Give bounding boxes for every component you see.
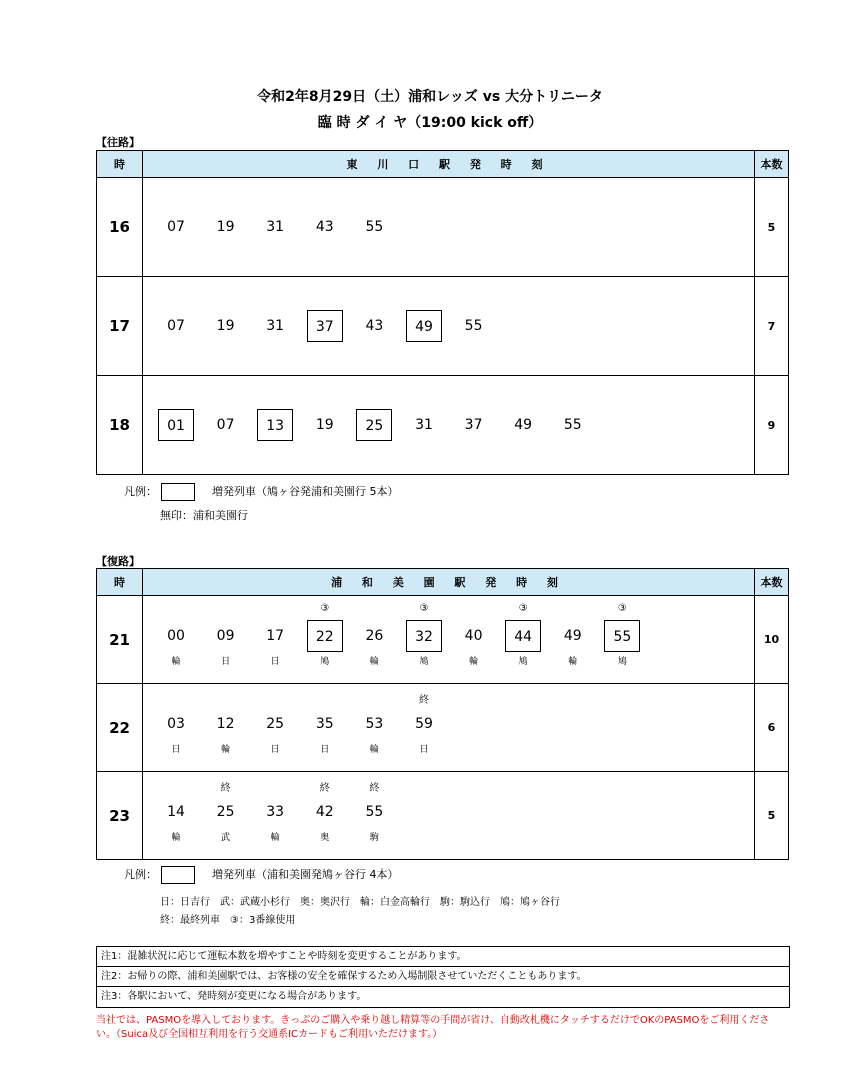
- departure-time: [356, 409, 392, 441]
- departure-time: [208, 708, 244, 755]
- legend-box-text: 増発列車（鳩ヶ谷発浦和美園行 5本）: [212, 485, 399, 498]
- departure-time: [257, 211, 293, 243]
- destination-mark: 輪: [270, 833, 280, 843]
- destination-mark: 輪: [469, 657, 479, 667]
- time-value: 40: [464, 628, 483, 644]
- hour-cell: 23: [97, 772, 143, 860]
- time-value: 22: [307, 620, 343, 652]
- departure-time: [158, 708, 194, 755]
- destination-mark: 輪: [171, 833, 181, 843]
- time-value: 09: [216, 628, 235, 644]
- departure-time: [307, 783, 343, 843]
- time-value: 49: [406, 310, 442, 342]
- count-header: 本数: [755, 151, 789, 178]
- time-value: 25: [356, 409, 392, 441]
- times-cell: [143, 596, 755, 684]
- return-label: 【復路】: [96, 555, 140, 568]
- departure-time: [158, 796, 194, 843]
- time-value: 49: [514, 417, 533, 433]
- departure-time: [406, 409, 442, 441]
- time-value: 07: [167, 219, 185, 235]
- departure-time: [406, 695, 442, 755]
- time-value: 14: [167, 804, 185, 820]
- destination-mark: 日: [270, 745, 280, 755]
- departure-time: [208, 310, 244, 342]
- legend-box-text: 増発列車（浦和美園発鳩ヶ谷行 4本）: [212, 868, 399, 881]
- time-value: 55: [464, 318, 483, 334]
- departure-time: [257, 708, 293, 755]
- time-value: 37: [307, 310, 343, 342]
- legend-prefix: 凡例：: [124, 868, 157, 881]
- destination-mark: 輪: [221, 745, 231, 755]
- departure-time: [356, 708, 392, 755]
- times-cell: [143, 277, 755, 376]
- departure-time: [456, 310, 492, 342]
- time-value: 12: [216, 716, 235, 732]
- departure-time: [158, 620, 194, 667]
- count-cell: 9: [755, 376, 789, 475]
- note-3: 注3：各駅において、発時刻が変更になる場合があります。: [101, 991, 367, 1002]
- departure-time: [604, 603, 640, 667]
- time-mark: 終: [419, 695, 429, 706]
- time-value: 53: [365, 716, 384, 732]
- time-mark: ③: [518, 603, 528, 614]
- departure-time: [456, 409, 492, 441]
- hour-cell: 22: [97, 684, 143, 772]
- time-value: 59: [415, 716, 433, 732]
- time-value: 37: [464, 417, 483, 433]
- time-value: 42: [315, 804, 334, 820]
- station-header: 浦 和 美 園 駅 発 時 刻: [143, 569, 755, 596]
- time-value: 07: [167, 318, 185, 334]
- destination-mark: 鳩: [617, 657, 627, 667]
- legend-prefix: 凡例：: [124, 485, 157, 498]
- time-value: 19: [315, 417, 334, 433]
- departure-time: [505, 603, 541, 667]
- destination-mark: 日: [419, 745, 429, 755]
- time-mark: 終: [369, 783, 380, 794]
- times-cell: [143, 178, 755, 277]
- departure-time: [158, 310, 194, 342]
- time-value: 31: [266, 318, 285, 334]
- departure-time: [307, 310, 343, 342]
- departure-time: [406, 310, 442, 342]
- time-value: 01: [158, 409, 194, 441]
- time-value: 25: [216, 804, 235, 820]
- count-cell: 5: [755, 178, 789, 277]
- time-value: 35: [315, 716, 334, 732]
- page-subtitle: 臨 時 ダ イ ヤ（19:00 kick off）: [317, 115, 543, 131]
- departure-time: [456, 620, 492, 667]
- return-legend: [124, 866, 399, 884]
- destination-mark: 日: [221, 657, 231, 667]
- legend-box-sample: [161, 483, 195, 501]
- notes-box: [96, 946, 790, 1008]
- time-value: 19: [216, 219, 235, 235]
- departure-time: [307, 603, 343, 667]
- departure-time: [307, 211, 343, 243]
- time-value: 31: [266, 219, 285, 235]
- time-value: 55: [604, 620, 640, 652]
- time-value: 03: [167, 716, 185, 732]
- legend-none-text: 無印：浦和美園行: [160, 509, 248, 522]
- departure-time: [307, 708, 343, 755]
- time-value: 00: [167, 628, 185, 644]
- departure-time: [356, 783, 392, 843]
- time-value: 13: [257, 409, 293, 441]
- time-value: 43: [365, 318, 384, 334]
- legend-dest-text: 日：日吉行 武：武蔵小杉行 奥：奥沢行 輪：白金高輪行 駒：駒込行 鳩：鳩ヶ谷行: [160, 897, 560, 908]
- time-value: 55: [365, 804, 384, 820]
- hour-cell: 17: [97, 277, 143, 376]
- departure-time: [158, 211, 194, 243]
- hour-cell: 18: [97, 376, 143, 475]
- time-mark: 終: [319, 783, 330, 794]
- destination-mark: 奥: [320, 833, 330, 843]
- count-cell: 10: [755, 596, 789, 684]
- destination-mark: 駒: [369, 833, 379, 843]
- destination-mark: 鳩: [320, 657, 330, 667]
- time-value: 25: [266, 716, 285, 732]
- time-value: 55: [365, 219, 384, 235]
- destination-mark: 輪: [369, 745, 379, 755]
- departure-time: [208, 620, 244, 667]
- departure-time: [257, 409, 293, 441]
- hour-header: 時: [97, 151, 143, 178]
- departure-time: [208, 783, 244, 843]
- time-value: 55: [563, 417, 582, 433]
- page-title: 令和2年8月29日（土）浦和レッズ vs 大分トリニータ: [257, 89, 603, 105]
- note-1: 注1：混雑状況に応じて運転本数を増やすことや時刻を変更することがあります。: [97, 947, 789, 967]
- departure-time: [257, 796, 293, 843]
- hour-cell: 16: [97, 178, 143, 277]
- count-cell: 5: [755, 772, 789, 860]
- time-mark: ③: [617, 603, 627, 614]
- hour-cell: 21: [97, 596, 143, 684]
- departure-time: [257, 620, 293, 667]
- time-mark: 終: [220, 783, 231, 794]
- count-cell: 7: [755, 277, 789, 376]
- destination-mark: 武: [221, 833, 231, 843]
- time-value: 31: [415, 417, 433, 433]
- destination-mark: 輪: [171, 657, 181, 667]
- departure-time: [555, 620, 591, 667]
- destination-mark: 鳩: [419, 657, 429, 667]
- time-mark: ③: [320, 603, 330, 614]
- destination-mark: 輪: [369, 657, 379, 667]
- count-cell: 6: [755, 684, 789, 772]
- times-cell: [143, 376, 755, 475]
- departure-time: [555, 409, 591, 441]
- destination-mark: 鳩: [518, 657, 528, 667]
- time-value: 07: [216, 417, 235, 433]
- time-value: 44: [505, 620, 541, 652]
- pasmo-note: 当社では、PASMOを導入しております。きっぷのご購入や乗り越し精算等の手間が省け、自動改札機にタッチするだけでOKのPASMOをご利用ください。（Suica及び全国相互利用を行う交通系ICカードもご利用いただけます。）: [96, 1015, 770, 1040]
- departure-time: [257, 310, 293, 342]
- time-value: 32: [406, 620, 442, 652]
- legend-last-text: 終：最終列車 ③：3番線使用: [160, 915, 296, 926]
- return-timetable: [96, 568, 789, 860]
- time-value: 19: [216, 318, 235, 334]
- time-value: 26: [365, 628, 384, 644]
- legend-box-sample: [161, 866, 195, 884]
- departure-time: [505, 409, 541, 441]
- departure-time: [307, 409, 343, 441]
- time-mark: ③: [419, 603, 429, 614]
- time-value: 33: [266, 804, 285, 820]
- destination-mark: 日: [171, 745, 181, 755]
- time-value: 49: [563, 628, 582, 644]
- departure-time: [356, 310, 392, 342]
- departure-time: [208, 211, 244, 243]
- destination-mark: 輪: [568, 657, 578, 667]
- departure-time: [356, 620, 392, 667]
- destination-mark: 日: [320, 745, 330, 755]
- destination-mark: 日: [270, 657, 280, 667]
- departure-time: [158, 409, 194, 441]
- outbound-timetable: [96, 150, 789, 475]
- count-header: 本数: [755, 569, 789, 596]
- hour-header: 時: [97, 569, 143, 596]
- station-header: 東 川 口 駅 発 時 刻: [143, 151, 755, 178]
- times-cell: [143, 684, 755, 772]
- departure-time: [406, 603, 442, 667]
- times-cell: [143, 772, 755, 860]
- departure-time: [356, 211, 392, 243]
- time-value: 17: [266, 628, 285, 644]
- note-2: 注2：お帰りの際、浦和美園駅では、お客様の安全を確保するため入場制限させていただくこともあります。: [97, 967, 789, 987]
- time-value: 43: [315, 219, 334, 235]
- outbound-label: 【往路】: [96, 136, 140, 149]
- departure-time: [208, 409, 244, 441]
- outbound-legend: [124, 483, 399, 501]
